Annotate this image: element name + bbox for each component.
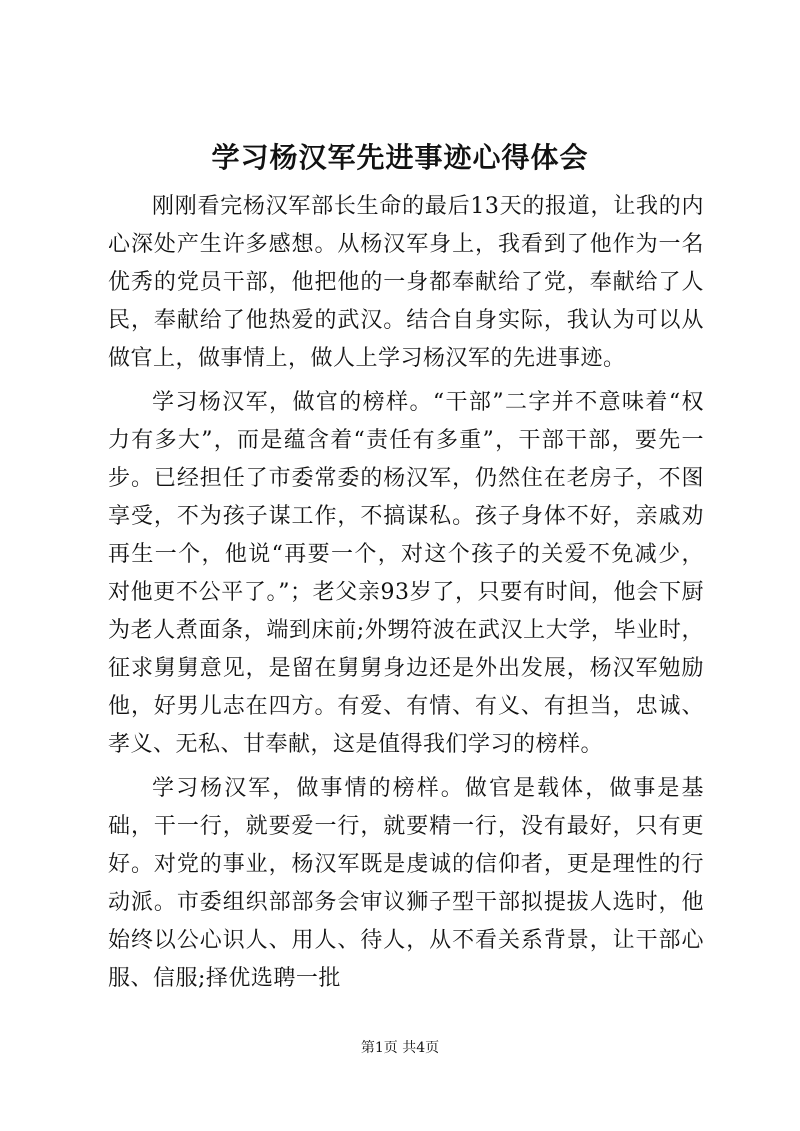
page-footer: 第1页 共4页 [360,1040,440,1056]
document-body [108,188,704,1004]
paragraph-2: 学习杨汉军，做官的榜样。“干部”二字并不意味着“权力有多大”，而是蕴含着“责任有多重”，干部干部，要先一步。已经担任了市委常委的杨汉军，仍然住在老房子，不图享受，不为孩子谋工作，不搞谋私。孩子身体不好，亲戚劝再生一个，他说“再要一个，对这个孩子的关爱不免减少，对他更不公平了。”；老父亲93岁了，只要有时间，他会下厨为老人煮面条，端到床前;外甥符波在武汉上大学，毕业时，征求舅舅意见，是留在舅舅身边还是外出发展，杨汉军勉励他，好男儿志在四方。有爱、有情、有义、有担当，忠诚、孝义、无私、甘奉献，这是值得我们学习的榜样。 [108,390,704,757]
paragraph-3: 学习杨汉军，做事情的榜样。做官是载体，做事是基础，干一行，就要爱一行，就要精一行，没有最好，只有更好。对党的事业，杨汉军既是虔诚的信仰者，更是理性的行动派。市委组织部部务会审议狮子型干部拟提拔人选时，他始终以公心识人、用人、待人，从不看关系背景，让干部心服、信服;择优选聘一批 [108,776,704,991]
document-title: 学习杨汉军先进事迹心得体会 [211,141,589,174]
paragraph-1: 刚刚看完杨汉军部长生命的最后13天的报道，让我的内心深处产生许多感想。从杨汉军身上，我看到了他作为一名优秀的党员干部，他把他的一身都奉献给了党，奉献给了人民，奉献给了他热爱的武汉。结合自身实际，我认为可以从做官上，做事情上，做人上学习杨汉军的先进事迹。 [108,194,704,371]
